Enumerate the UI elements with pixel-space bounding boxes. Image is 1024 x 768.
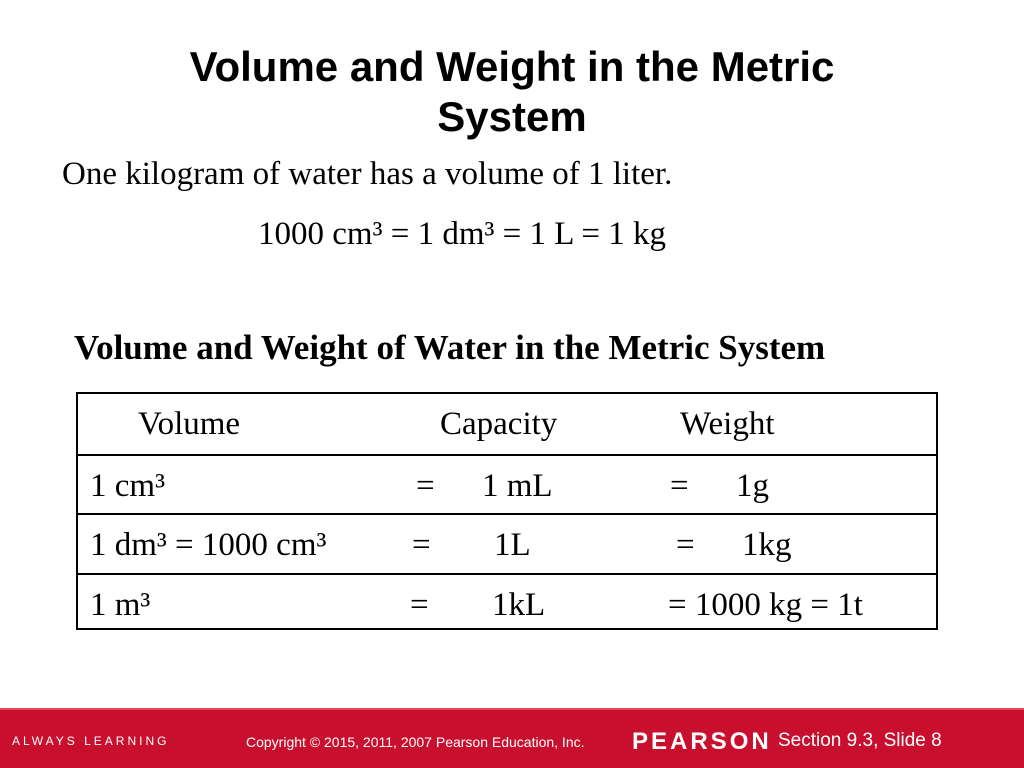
- pearson-logo: PEARSON: [632, 728, 772, 755]
- slide-title: [0, 42, 1024, 142]
- header-capacity: Capacity: [440, 406, 558, 442]
- footer-copyright: Copyright © 2015, 2011, 2007 Pearson Education, Inc.: [246, 734, 585, 750]
- intro-text: One kilogram of water has a volume of 1 liter.: [62, 156, 673, 192]
- cell-weight: 1kg: [742, 527, 792, 563]
- table-row: [78, 513, 936, 573]
- cell-equals: =: [416, 467, 435, 504]
- slide-title-line-2: System: [437, 93, 587, 140]
- header-weight: Weight: [680, 406, 775, 442]
- table-row: [78, 573, 936, 633]
- cell-weight: = 1000 kg = 1t: [668, 586, 863, 623]
- cell-equals: =: [676, 527, 695, 563]
- footer-bar: [0, 708, 1024, 768]
- cell-equals: =: [410, 586, 429, 623]
- table-header-row: [78, 394, 936, 454]
- cell-equals: =: [412, 527, 431, 563]
- cell-weight: 1g: [736, 467, 769, 504]
- cell-volume: 1 dm³ = 1000 cm³: [90, 527, 327, 563]
- water-table: [76, 392, 938, 630]
- slide-number: Section 9.3, Slide 8: [778, 730, 942, 751]
- cell-equals: =: [670, 467, 689, 504]
- table-row: [78, 454, 936, 514]
- cell-volume: 1 cm³: [90, 467, 165, 504]
- cell-volume: 1 m³: [90, 586, 151, 623]
- cell-capacity: 1 mL: [482, 467, 553, 504]
- equation-text: 1000 cm³ = 1 dm³ = 1 L = 1 kg: [258, 216, 667, 252]
- cell-capacity: 1kL: [492, 586, 546, 623]
- table-caption: Volume and Weight of Water in the Metric System: [74, 328, 826, 367]
- header-volume: Volume: [138, 406, 241, 442]
- slide-title-line-1: Volume and Weight in the Metric: [189, 43, 835, 90]
- footer-tagline: ALWAYS LEARNING: [12, 734, 170, 748]
- cell-capacity: 1L: [494, 527, 531, 563]
